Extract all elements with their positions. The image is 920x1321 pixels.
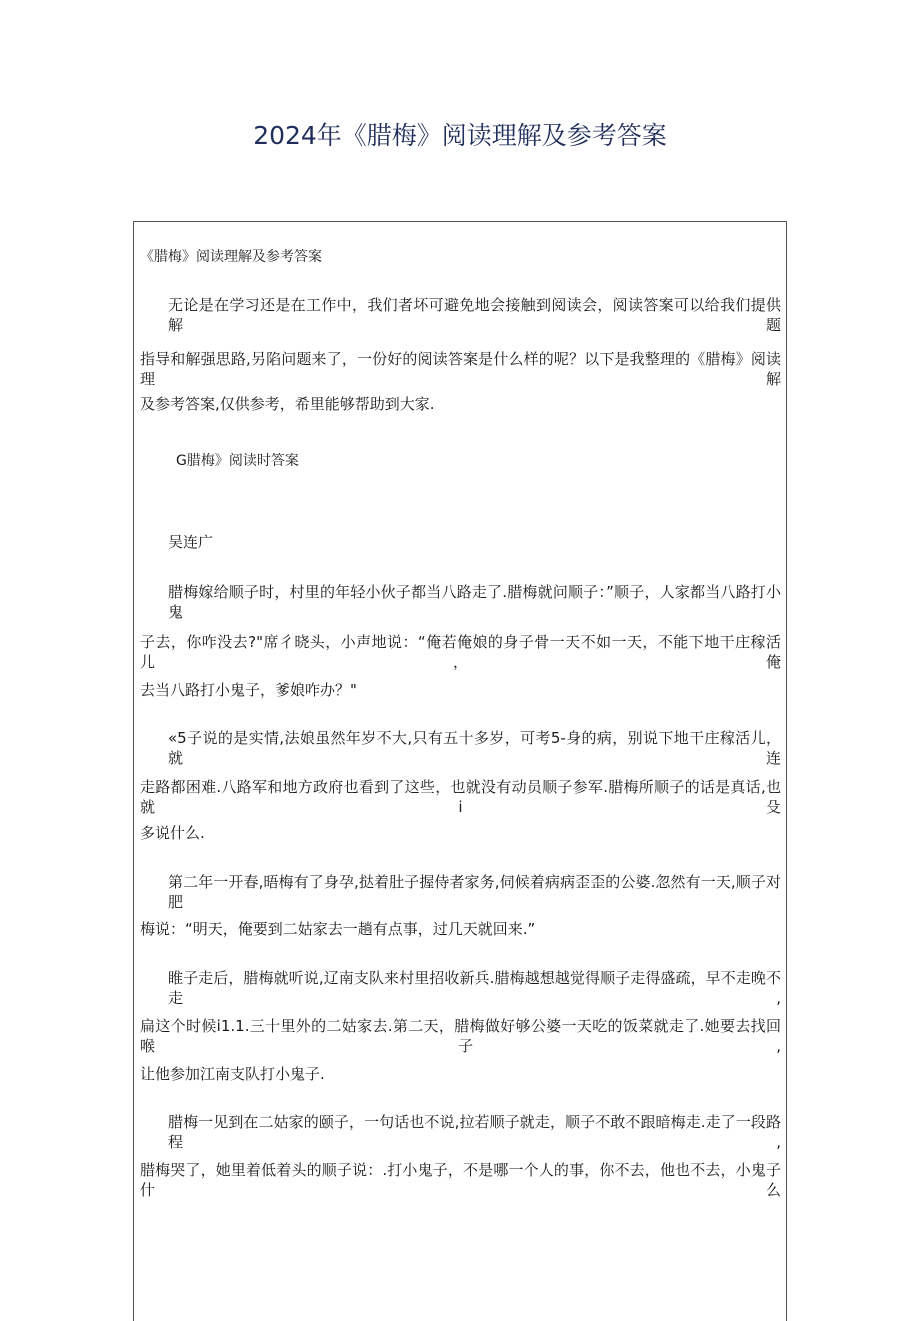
para5-line-1: 腊梅一见到在二姑家的颐子，一句话也不说,拉若顺子就走，顺子不敢不跟暗梅走.走了一段路程,	[168, 1113, 781, 1151]
para1-line-1: 腊梅嫁给顺子时，村里的年轻小伙子都当八路走了.腊梅就问顺子：”顺子，人家都当八路打小鬼	[168, 583, 781, 621]
author-name: 吴连广	[168, 533, 214, 551]
content-box	[133, 221, 787, 1321]
section-heading: G腊梅》阅读时答案	[176, 453, 299, 469]
para3-line-2: 梅说：“明天，俺要到二姑家去一趟有点事，过几天就回来.”	[140, 920, 536, 938]
para5-line-2: 腊梅哭了，她里着低着头的顺子说：.打小鬼子，不是哪一个人的事，你不去，他也不去，小鬼子什么	[140, 1161, 781, 1199]
para1-line-2: 子去，你咋没去?"席彳晓头，小声地说：“俺若俺娘的身子骨一天不如一天，不能下地干庄稼活儿，俺	[140, 633, 781, 671]
para4-line-1: 睢子走后，腊梅就听说,辽南支队来村里招收新兵.腊梅越想越觉得顺子走得盛疏，早不走晚不走,	[168, 969, 781, 1007]
para3-line-1: 第二年一开春,晤梅有了身孕,挞着肚子握侍者家务,伺候着病病歪歪的公婆.忽然有一天,顺子对肥	[168, 873, 781, 911]
intro-line-1: 无论是在学习还是在工作中，我们者坏可避免地会接触到阅读会，阅读答案可以给我们提供解题	[168, 296, 781, 334]
para1-line-3: 去当八路打小鬼子，爹娘咋办？"	[140, 681, 357, 699]
page-title: 2024年《腊梅》阅读理解及参考答案	[253, 121, 667, 150]
para4-line-3: 让他参加江南支队打小鬼子.	[140, 1065, 325, 1083]
intro-line-2: 指导和解强思路,另陷问题来了，一份好的阅读答案是什么样的呢？以下是我整理的《腊梅》阅读理解	[140, 350, 781, 388]
article-heading: 《腊梅》阅读理解及参考答案	[140, 249, 322, 265]
para2-line-1: «5子说的是实情,法娘虽然年岁不大,只有五十多岁，可考5-身的病，别说下地干庄稼活儿，就连	[168, 729, 781, 767]
para2-line-2: 走路都困难.八路军和地方政府也看到了这些，也就没有动员顺子参军.腊梅所顺子的话是真话,也就i殳	[140, 778, 781, 816]
para2-line-3: 多说什么.	[140, 824, 205, 842]
para4-line-2: 扁这个时候i1.1.三十里外的二姑家去.第二天，腊梅做好够公婆一天吃的饭菜就走了.她要去找回喉子,	[140, 1017, 781, 1055]
intro-line-3: 及参考答案,仅供参考，希里能够帮助到大家.	[140, 395, 435, 413]
